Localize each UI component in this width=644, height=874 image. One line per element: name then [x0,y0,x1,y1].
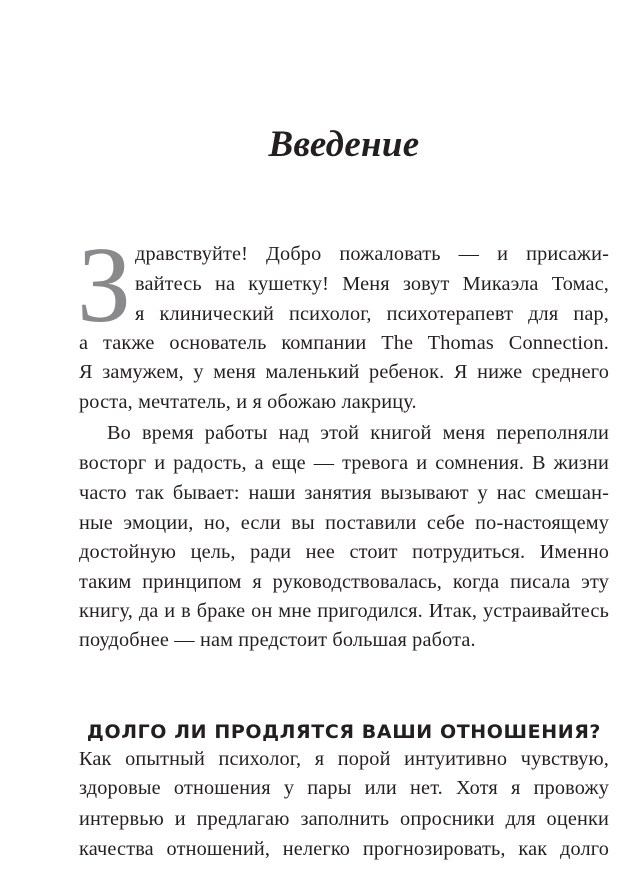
text-line: качества отношений, нелегко прогнозировать, как долго [79,838,609,860]
text-line: часто так бывает: наши занятия вызывают у нас смешан- [79,482,609,504]
text-line: ные эмоции, но, если вы поставили себе по-настоящему [79,512,609,534]
text-line: Во время работы над этой книгой меня переполняли [107,422,609,444]
text-line: здоровые отношения у пары или нет. Хотя я провожу [79,777,609,799]
text-line: интервью и предлагаю заполнить опросники для оценки [79,808,609,830]
drop-cap: З [77,226,132,345]
text-line: таким принципом я руководствовалась, когда писала эту [79,571,609,593]
text-line: а также основатель компании The Thomas Connection. [79,332,609,354]
text-line: вайтесь на кушетку! Меня зовут Микаэла Томас, [135,273,609,295]
text-line: достойную цель, ради нее стоит потрудиться. Именно [79,541,609,563]
text-line: роста, мечтатель, и я обожаю лакрицу. [79,391,417,413]
text-line: я клинический психолог, психотерапевт для пар, [135,303,609,325]
section-heading: ДОЛГО ЛИ ПРОДЛЯТСЯ ВАШИ ОТНОШЕНИЯ? [86,720,602,743]
text-line: книгу, да и в браке он мне пригодился. Итак, устраивайтесь [79,600,609,622]
text-line: дравствуйте! Добро пожаловать — и присажи- [135,243,609,265]
text-line: восторг и радость, а еще — тревога и сомнения. В жизни [79,452,609,474]
text-line: поудобнее — нам предстоит большая работа. [79,629,476,651]
text-line: Как опытный психолог, я порой интуитивно чувствую, [79,748,609,770]
chapter-title: Введение [268,123,420,165]
text-line: Я замужем, у меня маленький ребенок. Я ниже среднего [79,361,609,383]
